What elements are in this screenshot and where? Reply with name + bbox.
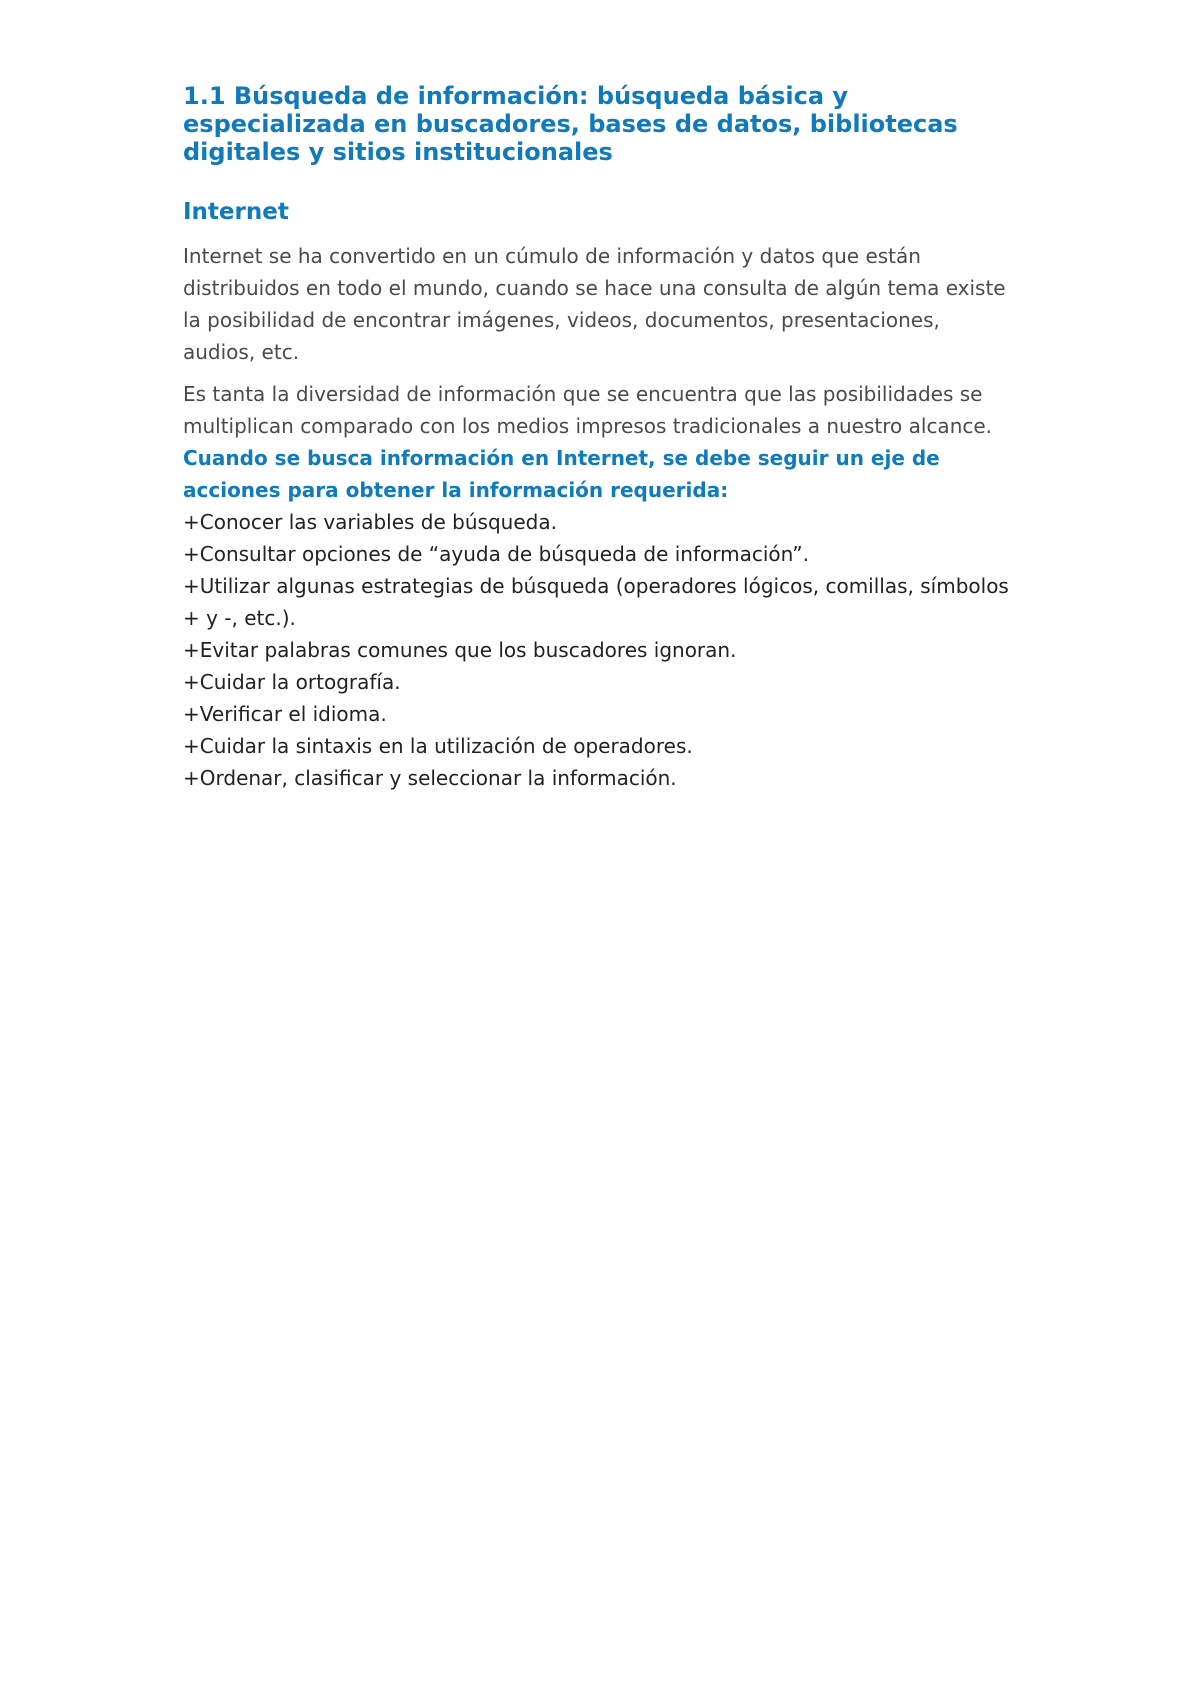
title-line: digitales y sitios institucionales: [183, 138, 613, 166]
list-item: +Cuidar la sintaxis en la utilización de operadores.: [183, 734, 693, 758]
list-item: +Verificar el idioma.: [183, 702, 387, 726]
section-heading-internet: Internet: [183, 199, 289, 225]
title-line: especializada en buscadores, bases de datos, bibliotecas: [183, 110, 958, 138]
list-item: +Utilizar algunas estrategias de búsqueda (operadores lógicos, comillas, símbolos: [183, 574, 1009, 598]
highlight-statement: [183, 442, 1043, 506]
list-item: +Evitar palabras comunes que los buscadores ignoran.: [183, 638, 737, 662]
paragraph-line: la posibilidad de encontrar imágenes, videos, documentos, presentaciones,: [183, 308, 940, 332]
list-item: +Conocer las variables de búsqueda.: [183, 510, 557, 534]
paragraph-line: Es tanta la diversidad de información que se encuentra que las posibilidades se: [183, 382, 983, 406]
title-line: 1.1 Búsqueda de información: búsqueda básica y: [183, 82, 849, 110]
highlight-line: Cuando se busca información en Internet, se debe seguir un eje de: [183, 446, 940, 470]
list-item: +Consultar opciones de “ayuda de búsqueda de información”.: [183, 542, 809, 566]
highlight-line: acciones para obtener la información requerida:: [183, 478, 729, 502]
intro-paragraph: [183, 240, 1043, 368]
list-item: +Ordenar, clasificar y seleccionar la información.: [183, 766, 677, 790]
list-item: +Cuidar la ortografía.: [183, 670, 401, 694]
search-steps-list: [183, 506, 1043, 794]
paragraph-line: distribuidos en todo el mundo, cuando se hace una consulta de algún tema existe: [183, 276, 1006, 300]
document-title: [183, 82, 1043, 166]
diversity-paragraph: [183, 378, 1043, 442]
paragraph-line: Internet se ha convertido en un cúmulo de información y datos que están: [183, 244, 921, 268]
paragraph-line: multiplican comparado con los medios impresos tradicionales a nuestro alcance.: [183, 414, 993, 438]
list-item: + y -, etc.).: [183, 606, 296, 630]
paragraph-line: audios, etc.: [183, 340, 300, 364]
document-page: [183, 82, 1043, 794]
